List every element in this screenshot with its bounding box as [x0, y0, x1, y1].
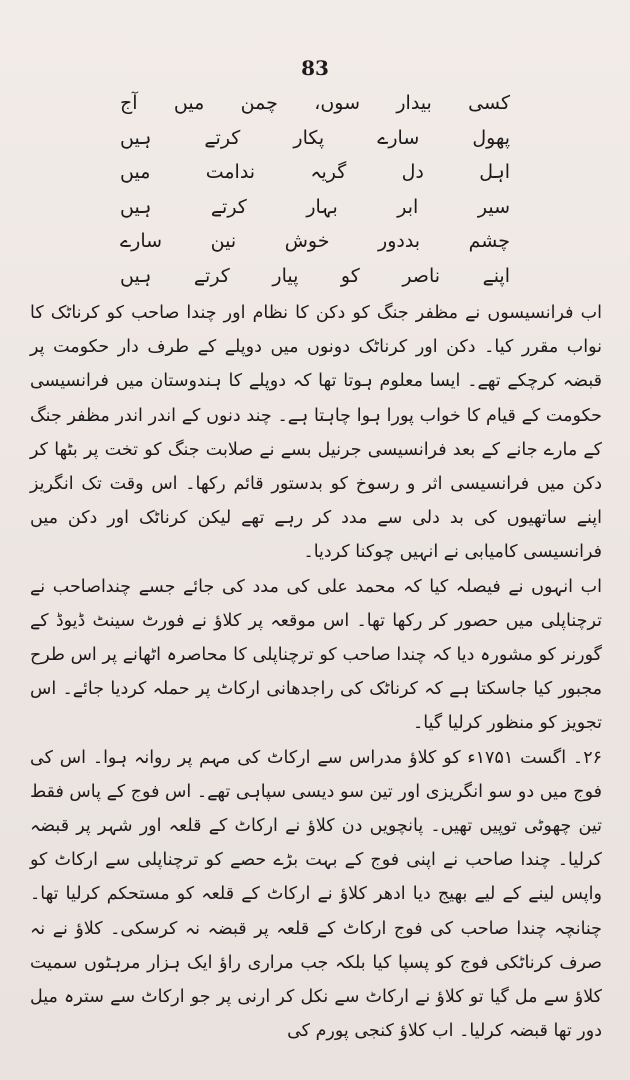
- verse-word: اہل: [479, 161, 510, 183]
- verse-word: ہیں: [120, 126, 152, 149]
- verse-word: چشم: [468, 230, 510, 252]
- poem-verse: [120, 121, 510, 156]
- verse-word: اپنے: [482, 264, 510, 287]
- verse-word: گریہ: [310, 161, 347, 183]
- prose-block: [30, 296, 602, 1048]
- verse-word: پکار: [293, 126, 325, 149]
- verse-word: میں: [173, 92, 205, 114]
- verse-word: ہیں: [120, 264, 152, 287]
- verse-word: ندامت: [205, 161, 256, 183]
- poem-verse: [120, 155, 510, 190]
- verse-word: آج: [120, 92, 138, 114]
- verse-word: دل: [401, 161, 424, 183]
- page-number: 83: [301, 56, 329, 80]
- verse-word: میں: [120, 161, 151, 183]
- verse-word: کرتے: [210, 195, 247, 218]
- paragraph: اب فرانسیسوں نے مظفر جنگ کو دکن کا نظام اور چندا صاحب کو کرناٹک کا نواب مقرر کیا۔ دکن اور کرناٹک دونوں میں دوپلے کے طرف دار حکومت پر قبضہ کرچکے تھے۔ ایسا معلوم ہوتا تھا کہ دوپلے کا ہندوستان میں فرانسیسی حکومت کے قیام کا خواب پورا ہوا چاہتا ہے۔ چند دنوں کے اندر اندر مظفر جنگ کے مارے جانے کے بعد فرانسیسی جرنیل بسے نے صلابت جنگ کو تخت پر بٹھا کر دکن میں فرانسیسی اثر و رسوخ کو بدستور قائم رکھا۔ اس وقت تک انگریز اپنے ساتھیوں کی بد دلی سے مدد کر رہے تھے لیکن کرناٹک اور دکن میں فرانسیسی کامیابی نے انہیں چوکنا کردیا۔: [30, 303, 602, 563]
- verse-word: کرتے: [193, 264, 230, 287]
- verse-word: بددور: [378, 230, 421, 252]
- verse-word: بیدار: [396, 92, 432, 114]
- poem-verse: [120, 86, 510, 121]
- verse-word: کرتے: [204, 126, 241, 149]
- poem-block: [120, 86, 510, 293]
- verse-word: کو: [340, 264, 360, 287]
- paragraph: ۲۶۔ اگست ۱۷۵۱ء کو کلاؤ مدراس سے ارکاٹ کی مہم پر روانہ ہوا۔ اس کی فوج میں دو سو انگریزی اور تین سو دیسی سپاہی تھے۔ اس فوج کے پاس فقط تین چھوٹی توپیں تھیں۔ پانچویں دن کلاؤ نے ارکاٹ کے قلعہ اور شہر پر قبضہ کرلیا۔ چندا صاحب نے اپنی فوج کے بہت بڑے حصے کو ترچناپلی سے ارکاٹ کو واپس لینے کے لیے بھیج دیا ادھر کلاؤ نے ارکاٹ کے قلعہ کو مستحکم کرلیا تھا۔ چنانچہ چندا صاحب کی فوج ارکاٹ کے قلعہ پر قبضہ نہ کرسکی۔ کلاؤ نے نہ صرف کرناٹکی فوج کو پسپا کیا بلکہ جب مراری راؤ ایک ہزار مرہٹوں سمیت کلاؤ سے مل گیا تو کلاؤ نے ارکاٹ سے نکل کر ارنی پر جو ارکاٹ سے سترہ میل دور تھا قبضہ کرلیا۔ اب کلاؤ کنجی پورم کی: [30, 747, 602, 1042]
- verse-word: ناصر: [402, 264, 441, 287]
- verse-word: ابر: [397, 195, 419, 218]
- verse-word: چمن: [240, 92, 278, 114]
- verse-word: کسی: [468, 92, 510, 114]
- verse-word: پیار: [272, 264, 299, 287]
- poem-verse: [120, 259, 510, 294]
- verse-word: سیر: [477, 195, 510, 218]
- verse-word: خوش: [284, 230, 330, 252]
- verse-word: سارے: [120, 230, 163, 252]
- paragraph: اب انہوں نے فیصلہ کیا کہ محمد علی کی مدد کی جائے جسے چنداصاحب نے ترچناپلی میں حصور کر رکھا تھا۔ اس موقعہ پر کلاؤ نے فورٹ سینٹ ڈیوڈ کے گورنر کو مشورہ دیا کہ چندا صاحب کو ترچناپلی کا محاصرہ اٹھانے پر اس طرح مجبور کیا جاسکتا ہے کہ کرناٹک کی راجدھانی ارکاٹ پر حملہ کردیا جائے۔ اس تجویز کو منظور کرلیا گیا۔: [30, 576, 602, 734]
- verse-word: ہیں: [120, 195, 152, 218]
- verse-word: پھول: [472, 126, 510, 149]
- verse-word: بہار: [306, 195, 338, 218]
- poem-verse: [120, 224, 510, 259]
- verse-word: سارے: [377, 126, 420, 149]
- verse-word: نین: [210, 230, 237, 252]
- poem-verse: [120, 190, 510, 225]
- verse-word: سوں،: [314, 92, 361, 114]
